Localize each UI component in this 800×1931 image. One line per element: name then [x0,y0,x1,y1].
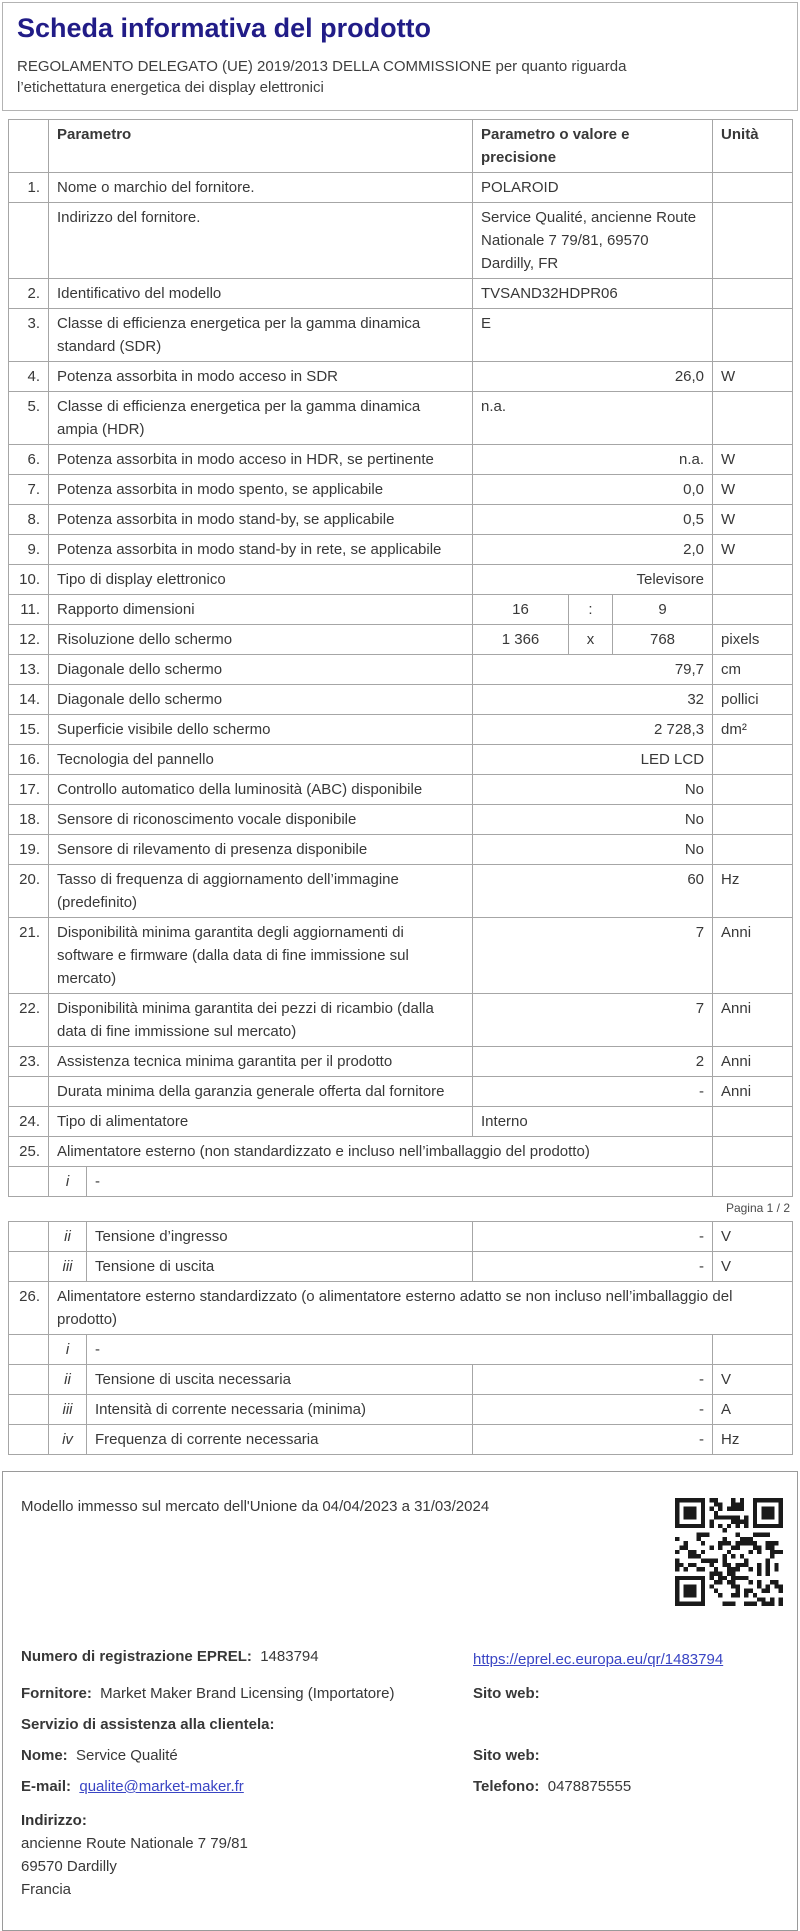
address-line: 69570 Dardilly [21,1858,117,1875]
param-label: Potenza assorbita in modo stand-by in rete, se applicabile [49,535,473,565]
row-number: 22. [9,994,49,1047]
table-row [9,865,793,918]
page-title: Scheda informativa del prodotto [17,13,432,43]
param-label: Indirizzo del fornitore. [49,203,473,279]
row-number: 7. [9,475,49,505]
table-row [9,505,793,535]
param-value: 2,0 [473,535,713,565]
value-separator: : [569,595,613,625]
param-unit: W [713,445,793,475]
supplier-row [21,1685,779,1702]
param-unit: Anni [713,918,793,994]
row-number [9,1077,49,1107]
parameters-table [8,119,793,1197]
sub-index: iii [49,1395,87,1425]
param-unit: pixels [713,625,793,655]
param-unit [713,279,793,309]
table-row [9,715,793,745]
param-value: - [87,1335,713,1365]
row-number: 13. [9,655,49,685]
param-value: - [473,1425,713,1455]
row-number [9,1365,49,1395]
param-unit [713,1137,793,1167]
table-row [9,1047,793,1077]
table-row [9,475,793,505]
row-number: 5. [9,392,49,445]
table-header-row [9,120,793,173]
param-unit: Anni [713,1047,793,1077]
param-value: No [473,835,713,865]
table-row [9,835,793,865]
table-row [9,918,793,994]
param-label: Rapporto dimensioni [49,595,473,625]
regulation-subtitle: REGOLAMENTO DELEGATO (UE) 2019/2013 DELLA COMMISSIONE per quanto riguarda l’etichettatura energetica dei display elettronici [17,58,627,96]
table-row [9,1167,793,1197]
param-value: - [473,1365,713,1395]
phone-label: Telefono: [473,1778,540,1795]
param-unit [713,392,793,445]
param-unit: A [713,1395,793,1425]
table-row [9,1365,793,1395]
service-heading: Servizio di assistenza alla clientela: [21,1716,275,1733]
address-line: ancienne Route Nationale 7 79/81 [21,1835,248,1852]
param-label: Potenza assorbita in modo acceso in SDR [49,362,473,392]
row-number: 15. [9,715,49,745]
param-value: 79,7 [473,655,713,685]
param-label: Controllo automatico della luminosità (ABC) disponibile [49,775,473,805]
table-row [9,309,793,362]
website-label-2: Sito web: [473,1747,540,1764]
row-number: 25. [9,1137,49,1167]
row-number: 20. [9,865,49,918]
param-label: Potenza assorbita in modo stand-by, se applicabile [49,505,473,535]
param-value: n.a. [473,392,713,445]
param-label: Tensione d’ingresso [87,1222,473,1252]
table-row [9,805,793,835]
param-value: 768 [613,625,713,655]
row-number: 3. [9,309,49,362]
table-row [9,1107,793,1137]
row-number: 9. [9,535,49,565]
sub-index: i [49,1167,87,1197]
param-value: Service Qualité, ancienne Route Nationale 7 79/81, 69570 Dardilly, FR [473,203,713,279]
table-row [9,1077,793,1107]
param-unit: V [713,1222,793,1252]
row-number: 8. [9,505,49,535]
email-row [21,1778,779,1795]
param-unit [713,595,793,625]
eprel-row [21,1648,779,1671]
contact-name-label: Nome: [21,1747,68,1764]
param-value: 26,0 [473,362,713,392]
param-label: Sensore di riconoscimento vocale disponibile [49,805,473,835]
param-value: TVSAND32HDPR06 [473,279,713,309]
param-value: 2 [473,1047,713,1077]
phone-value: 0478875555 [547,1778,632,1795]
param-unit: V [713,1365,793,1395]
row-number: 24. [9,1107,49,1137]
supplier-value: Market Maker Brand Licensing (Importatore) [100,1685,395,1702]
param-unit: W [713,505,793,535]
param-label: Tasso di frequenza di aggiornamento dell’immagine (predefinito) [49,865,473,918]
param-value: 1 366 [473,625,569,655]
param-unit: W [713,535,793,565]
address-line: Francia [21,1881,72,1898]
param-unit: dm² [713,715,793,745]
param-value: Televisore [473,565,713,595]
row-number [9,1425,49,1455]
row-number: 4. [9,362,49,392]
param-unit: Hz [713,1425,793,1455]
row-number: 26. [9,1282,49,1335]
param-unit [713,1335,793,1365]
param-label: Risoluzione dello schermo [49,625,473,655]
param-unit [713,203,793,279]
param-value: 2 728,3 [473,715,713,745]
sub-index: ii [49,1365,87,1395]
market-dates-line: Modello immesso sul mercato dell'Unione da 04/04/2023 a 31/03/2024 [21,1498,490,1515]
row-number: 18. [9,805,49,835]
sub-index: iv [49,1425,87,1455]
sub-index: ii [49,1222,87,1252]
param-label: Identificativo del modello [49,279,473,309]
param-value: E [473,309,713,362]
table-row [9,1395,793,1425]
row-number: 6. [9,445,49,475]
param-unit: W [713,475,793,505]
param-value: No [473,805,713,835]
param-unit: cm [713,655,793,685]
table-row [9,595,793,625]
table-row [9,1335,793,1365]
row-number [9,1252,49,1282]
contact-name-value: Service Qualité [76,1747,178,1764]
website-label: Sito web: [473,1685,540,1702]
param-label: Diagonale dello schermo [49,655,473,685]
row-number [9,1335,49,1365]
param-label: Tecnologia del pannello [49,745,473,775]
row-number [9,1395,49,1425]
table-row [9,203,793,279]
address-block [21,1809,779,1901]
param-value: LED LCD [473,745,713,775]
param-label: Disponibilità minima garantita degli aggiornamenti di software e firmware (dalla data di fine immissione sul mercato) [49,918,473,994]
title-box [2,2,798,111]
param-value: - [473,1395,713,1425]
header-unit: Unità [713,120,793,173]
param-label: Disponibilità minima garantita dei pezzi di ricambio (dalla data di fine immissione sul mercato) [49,994,473,1047]
row-number [9,1222,49,1252]
param-value: 9 [613,595,713,625]
row-number: 12. [9,625,49,655]
row-number: 21. [9,918,49,994]
row-number: 17. [9,775,49,805]
param-label: Superficie visibile dello schermo [49,715,473,745]
param-label: Classe di efficienza energetica per la gamma dinamica ampia (HDR) [49,392,473,445]
param-unit: Anni [713,994,793,1047]
row-number: 23. [9,1047,49,1077]
param-unit [713,173,793,203]
table-row [9,445,793,475]
param-value: Interno [473,1107,713,1137]
param-unit [713,1167,793,1197]
param-label: Tipo di alimentatore [49,1107,473,1137]
row-number: 10. [9,565,49,595]
table-row [9,685,793,715]
table-row [9,655,793,685]
param-label: Intensità di corrente necessaria (minima) [87,1395,473,1425]
param-value: 16 [473,595,569,625]
param-unit [713,1107,793,1137]
param-unit [713,309,793,362]
email-label: E-mail: [21,1778,72,1795]
param-value: 7 [473,994,713,1047]
continuation-table [8,1221,793,1455]
param-unit: Hz [713,865,793,918]
table-row [9,1282,793,1335]
product-fiche-page [0,2,800,1922]
param-label: Sensore di rilevamento di presenza disponibile [49,835,473,865]
param-value: n.a. [473,445,713,475]
header-value: Parametro o valore e precisione [473,120,713,173]
param-value: 0,5 [473,505,713,535]
param-value: - [473,1222,713,1252]
contact-name-row [21,1747,779,1764]
param-value: 60 [473,865,713,918]
table-row [9,1252,793,1282]
param-unit [713,775,793,805]
header-number-cell [9,120,49,173]
param-value: 7 [473,918,713,994]
sub-index: iii [49,1252,87,1282]
param-label: Nome o marchio del fornitore. [49,173,473,203]
page-indicator: Pagina 1 / 2 [725,1201,790,1215]
table-row [9,994,793,1047]
eprel-label: Numero di registrazione EPREL: [21,1648,252,1665]
row-number: 14. [9,685,49,715]
param-label: Diagonale dello schermo [49,685,473,715]
param-value: POLAROID [473,173,713,203]
address-label: Indirizzo: [21,1812,87,1829]
supplier-label: Fornitore: [21,1685,92,1702]
param-label: Tensione di uscita necessaria [87,1365,473,1395]
table-row [9,625,793,655]
row-number: 19. [9,835,49,865]
param-label: Potenza assorbita in modo acceso in HDR, se pertinente [49,445,473,475]
row-number: 1. [9,173,49,203]
table-row [9,392,793,445]
table-row [9,775,793,805]
table-row [9,1425,793,1455]
param-value: No [473,775,713,805]
row-number: 16. [9,745,49,775]
eprel-number: 1483794 [260,1648,319,1665]
param-unit [713,565,793,595]
param-label: Classe di efficienza energetica per la gamma dinamica standard (SDR) [49,309,473,362]
param-unit [713,805,793,835]
row-number: 2. [9,279,49,309]
row-number [9,203,49,279]
param-unit: pollici [713,685,793,715]
param-unit: V [713,1252,793,1282]
param-label: Tipo di display elettronico [49,565,473,595]
header-parameter: Parametro [49,120,473,173]
eprel-link[interactable]: https://eprel.ec.europa.eu/qr/1483794 [473,1651,724,1668]
qr-code [675,1498,783,1606]
param-label: Durata minima della garanzia generale offerta dal fornitore [49,1077,473,1107]
param-label: Potenza assorbita in modo spento, se applicabile [49,475,473,505]
param-label: Assistenza tecnica minima garantita per il prodotto [49,1047,473,1077]
param-label: Tensione di uscita [87,1252,473,1282]
row-number [9,1167,49,1197]
param-value: 0,0 [473,475,713,505]
email-link[interactable]: qualite@market-maker.fr [79,1778,244,1795]
table-row [9,173,793,203]
value-separator: x [569,625,613,655]
param-label: Alimentatore esterno (non standardizzato e incluso nell’imballaggio del prodotto) [49,1137,713,1167]
param-unit [713,745,793,775]
param-label: Alimentatore esterno standardizzato (o alimentatore esterno adatto se non incluso nell’imballaggio del prodotto) [49,1282,793,1335]
param-unit [713,835,793,865]
table-row [9,279,793,309]
param-value: - [473,1252,713,1282]
param-value: - [87,1167,713,1197]
param-value: 32 [473,685,713,715]
table-row [9,565,793,595]
table-row [9,745,793,775]
param-unit: Anni [713,1077,793,1107]
table-row [9,1137,793,1167]
sub-index: i [49,1335,87,1365]
table-row [9,362,793,392]
table-row [9,535,793,565]
row-number: 11. [9,595,49,625]
contact-box [2,1471,798,1931]
param-unit: W [713,362,793,392]
param-label: Frequenza di corrente necessaria [87,1425,473,1455]
param-value: - [473,1077,713,1107]
table-row [9,1222,793,1252]
